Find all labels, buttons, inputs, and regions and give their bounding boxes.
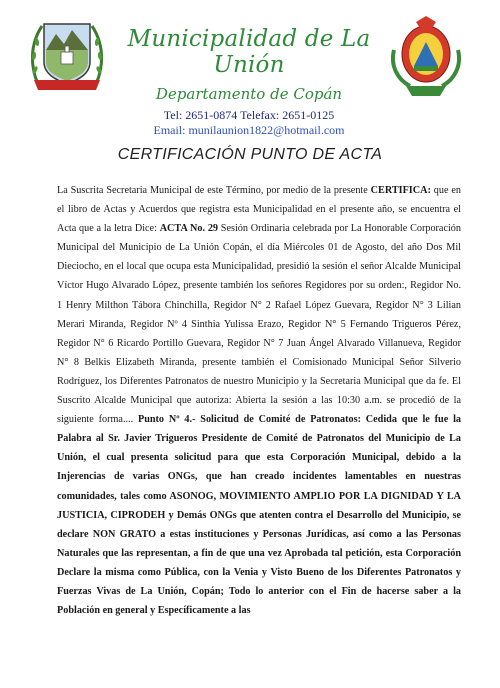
acta-number: ACTA No. 29 <box>159 223 219 235</box>
agenda-point-4: Punto Nº 4.- Solicitud de Comité de Patronatos: Cedida que le fue la Palabra al Sr. Javier Trigueros Presidente de Comité de Patronatos del Municipio de La Unión, el cual presenta solicitud para que esta Corporación Municipal, debido a la Injerencias de varias ONGs, que han creado incidentes lamentables en nuestras comunidades, tales como ASONOG, MOVIMIENTO AMPLIO POR LA DIGNIDAD Y LA JUSTICIA, CIPRODEH y Demás ONGs que atenten contra el Desarrollo del Municipio, se declare NON GRATO a estas instituciones y Personas Jurídicas, así como a las Personas Naturales que las representan, a fin de que una vez Aprobada tal petición, esta Corporación Declare la misma como Pública, con la Venia y Visto Bueno de los Diferentes Patronatos y Fuerzas Vivas de La Unión, Copán; Todo lo anterior con el Fin de hacerse saber a la Población en general y Específicamente a las <box>57 414 462 617</box>
department-name: Departamento de Copán <box>155 85 343 103</box>
document-title: CERTIFICACIÓN PUNTO DE ACTA <box>117 146 383 163</box>
certifica-label: CERTIFICA: <box>370 185 431 196</box>
body-intro: La Suscrita Secretaria Municipal de este Término, por medio de la presente <box>57 185 371 196</box>
municipality-name: Municipalidad de La Unión <box>127 26 371 78</box>
email-address: Email: munilaunion1822@hotmail.com <box>153 123 345 137</box>
phone-numbers: Tel: 2651-0874 Telefax: 2651-0125 <box>163 108 335 122</box>
session-details: Sesión Ordinaria celebrada por La Honorable Corporación Municipal del Municipio de La Unión Copán, el día Miércoles 01 de Agosto, del año Dos Mil Dieciocho, en el local que ocupa esta Municipalidad, presidió la sesión el señor Alcalde Municipal Víctor Hugo Alvarado López, presente también los señores Regidores por su orden:, Regidor No. 1 Henry Milthon Tábora Chinchilla, Regidor N° 2 Rafael López Guevara, Regidor N° 3 Lilian Merari Miranda, Regidor Nº 4 Sinthia Yulissa Erazo, Regidor N° 5 Fernando Trigueros Pérez, Regidor N° 6 Ricardo Portillo Guevara, Regidor N° 7 Juan Ángel Alvarado Villanueva, Regidor N° 8 Belkis Elizabeth Miranda, presente también el Comisionado Municipal Señor Silverio Rodríguez, los Diferentes Patronatos de nuestro Municipio y la Secretaria Municipal que da fe. El Suscrito Alcalde Municipal que autoriza: Abierta la sesión a las 10:30 a.m. se procedió de la siguiente forma.... <box>57 223 461 426</box>
municipal-seal-icon <box>28 14 106 96</box>
letterhead <box>110 26 388 138</box>
honduras-coat-of-arms-icon <box>388 14 464 100</box>
certification-body <box>57 181 461 620</box>
body-text-2: que en el libro de Actas y Acuerdos que registra esta Municipalidad en el presente año, se encuentra el Acta que a la letra Dice: <box>57 185 461 235</box>
